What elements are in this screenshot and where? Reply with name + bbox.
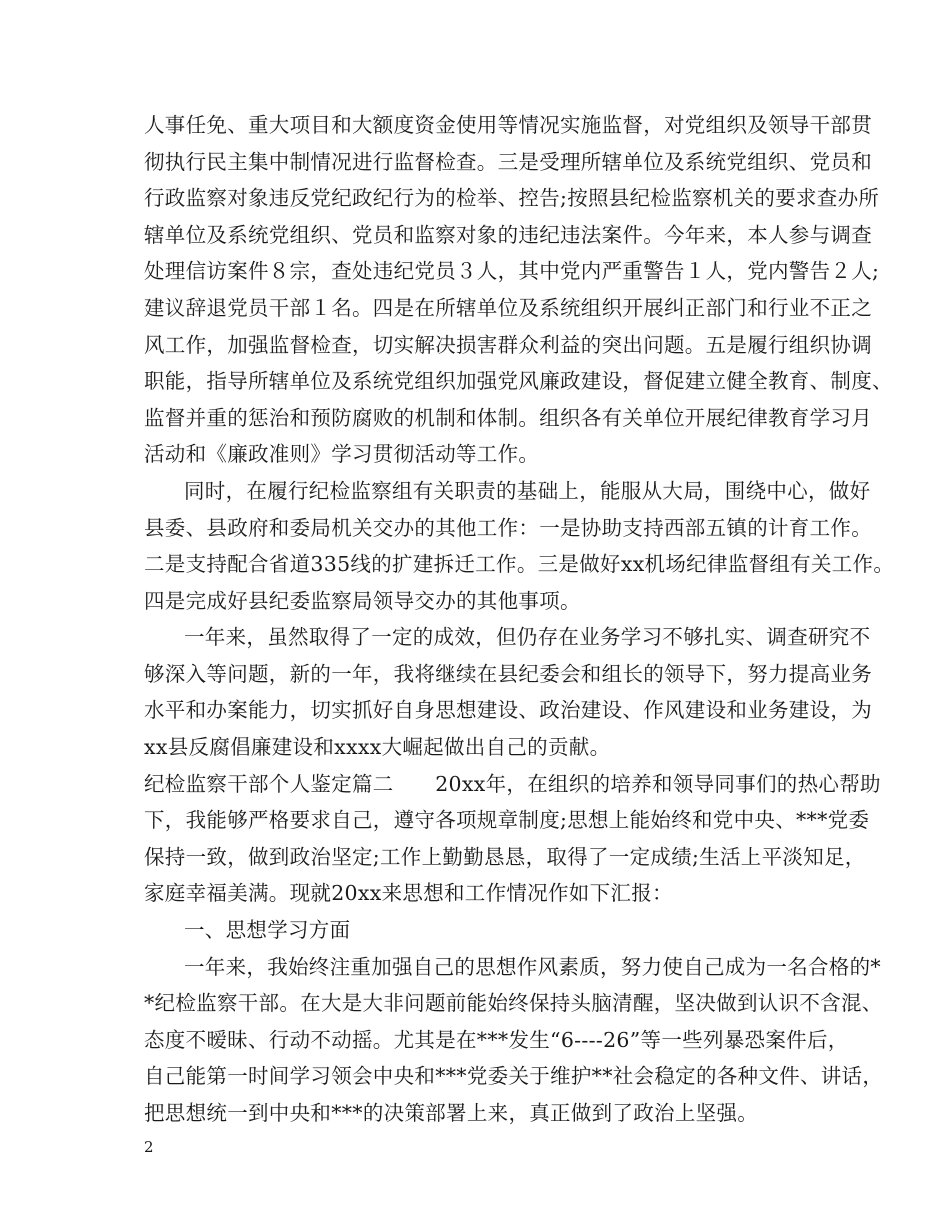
body-text-line: 下，我能够严格要求自己，遵守各项规章制度;思想上能始终和党中央、***党委 (144, 808, 870, 832)
body-text-line: 自己能第一时间学习领会中央和***党委关于维护**社会稳定的各种文件、讲话， (144, 1064, 884, 1088)
body-text-line: 活动和《廉政准则》学习贯彻活动等工作。 (144, 442, 540, 466)
body-text-line: 建议辞退党员干部１名。四是在所辖单位及系统组织开展纠正部门和行业不正之 (144, 296, 872, 320)
body-text-line: 风工作，加强监督检查，切实解决损害群众利益的突出问题。五是履行组织协调 (144, 333, 872, 357)
body-text-line: 辖单位及系统党组织、党员和监察对象的违纪违法案件。今年来，本人参与调查 (144, 223, 872, 247)
body-text-line: 态度不暧昧、行动不动摇。尤其是在***发生“6----26”等一些列暴恐案件后， (144, 1028, 849, 1052)
paragraph-start-line: 一年来，虽然取得了一定的成效，但仍存在业务学习不够扎实、调查研究不 (184, 625, 871, 649)
paragraph-start-line: 一年来，我始终注重加强自己的思想作风素质，努力使自己成为一名合格的* (184, 955, 881, 979)
body-text-line: 把思想统一到中央和***的决策部署上来，真正做到了政治上坚强。 (144, 1101, 759, 1125)
body-text-line: 水平和办案能力，切实抓好自身思想建设、政治建设、作风建设和业务建设，为 (144, 698, 872, 722)
body-text-line: 彻执行民主集中制情况进行监督检查。三是受理所辖单位及系统党组织、党员和 (144, 150, 872, 174)
section-title-line: 纪检监察干部个人鉴定篇二 20xx年，在组织的培养和领导同事们的热心帮助 (144, 772, 881, 796)
body-text-line: 职能，指导所辖单位及系统党组织加强党风廉政建设，督促建立健全教育、制度、 (144, 369, 893, 393)
body-text-line: 行政监察对象违反党纪政纪行为的检举、控告;按照县纪检监察机关的要求查办所 (144, 186, 880, 210)
body-text-line: 二是支持配合省道335线的扩建拆迁工作。三是做好xx机场纪律监督组有关工作。 (144, 552, 895, 576)
subheading: 一、思想学习方面 (184, 918, 351, 942)
body-text-line: 家庭幸福美满。现就20xx来思想和工作情况作如下汇报： (144, 881, 673, 905)
body-text-line: 人事任免、重大项目和大额度资金使用等情况实施监督，对党组织及领导干部贯 (144, 113, 872, 137)
body-text-line: 够深入等问题，新的一年，我将继续在县纪委会和组长的领导下，努力提高业务 (144, 662, 872, 686)
body-text-line: 四是完成好县纪委监察局领导交办的其他事项。 (144, 589, 581, 613)
page-number: 2 (144, 1138, 154, 1156)
body-text-line: 监督并重的惩治和预防腐败的机制和体制。组织各有关单位开展纪律教育学习月 (144, 406, 872, 430)
body-text-line: 县委、县政府和委局机关交办的其他工作：一是协助支持西部五镇的计育工作。 (144, 516, 872, 540)
paragraph-start-line: 同时，在履行纪检监察组有关职责的基础上，能服从大局，围绕中心，做好 (184, 479, 871, 503)
body-text-line: xx县反腐倡廉建设和xxxx大崛起做出自己的贡献。 (144, 735, 611, 759)
body-text-line: 处理信访案件８宗，查处违纪党员３人，其中党内严重警告１人，党内警告２人; (144, 259, 880, 283)
body-text-line: *纪检监察干部。在大是大非问题前能始终保持头脑清醒，坚决做到认识不含混、 (144, 991, 883, 1015)
body-text-line: 保持一致，做到政治坚定;工作上勤勤恳恳，取得了一定成绩;生活上平淡知足， (144, 845, 866, 869)
